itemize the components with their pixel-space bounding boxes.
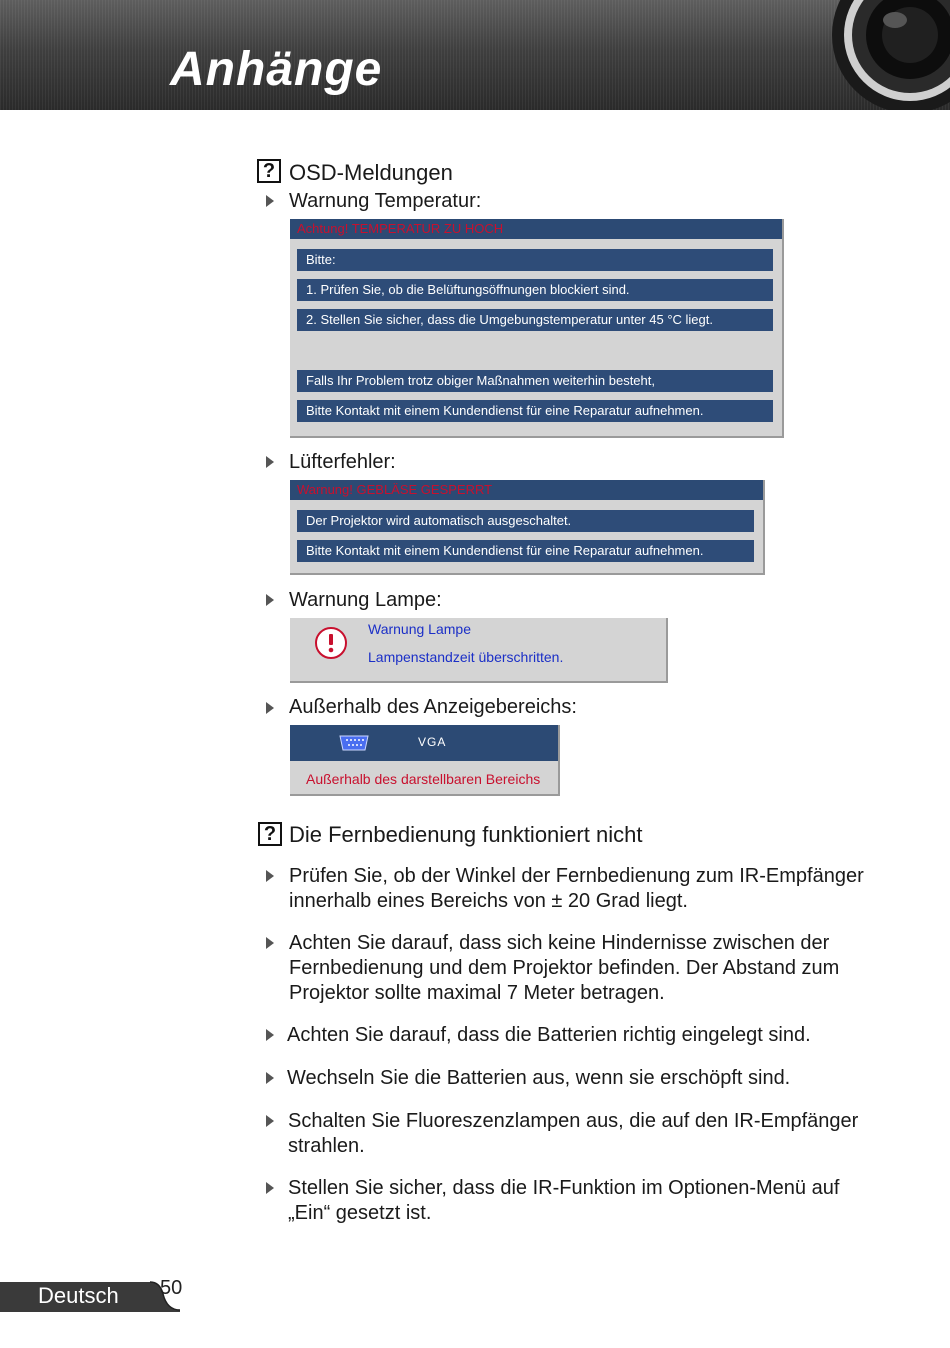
temperature-osd-title: Achtung! TEMPERATUR ZU HOCH [290,219,782,239]
fan-osd-row: Bitte Kontakt mit einem Kundendienst für eine Reparatur aufnehmen. [297,540,754,562]
question-mark-icon: ? [258,822,282,846]
temperature-osd-row: Bitte: [297,249,773,271]
bullet-arrow-icon [266,1072,274,1084]
remote-tip-item: Stellen Sie sicher, dass die IR-Funktion im Optionen-Menü auf „Ein“ gesetzt ist. [288,1177,840,1224]
vga-connector-icon [338,735,370,751]
footer-language: Deutsch [38,1283,119,1308]
fan-osd-row: Der Projektor wird automatisch ausgeschaltet. [297,510,754,532]
lamp-osd-message: Lampenstandzeit überschritten. [368,649,564,665]
lamp-osd-box [290,618,668,683]
bullet-arrow-icon [266,870,274,882]
remote-tip-item: Prüfen Sie, ob der Winkel der Fernbedienung zum IR-Empfänger innerhalb eines Bereichs von ± 20 Grad liegt. [289,865,864,912]
out-of-range-label: Außerhalb des Anzeigebereichs: [289,696,577,718]
bullet-arrow-icon [266,1115,274,1127]
bullet-arrow-icon [266,195,274,207]
source-bar [290,725,558,761]
remote-tip-item: Achten Sie darauf, dass die Batterien richtig eingelegt sind. [287,1024,811,1046]
camera-lens-icon [815,0,950,110]
bullet-arrow-icon [266,456,274,468]
bullet-arrow-icon [266,1029,274,1041]
remote-tip-item: Achten Sie darauf, dass sich keine Hindernisse zwischen der Fernbedienung und dem Projektor befinden. Der Abstand zum Projektor sollte maximal 7 Meter betragen. [289,932,840,1004]
page-title: Anhänge [170,43,383,96]
out-of-range-message: Außerhalb des darstellbaren Bereichs [306,771,541,787]
out-of-range-osd-box [290,725,560,796]
bullet-arrow-icon [266,594,274,606]
question-mark-icon: ? [257,159,281,183]
page-header [0,0,950,110]
lamp-warning-label: Warnung Lampe: [289,589,442,611]
source-name: VGA [418,735,447,749]
lamp-osd-title: Warnung Lampe [368,621,471,637]
fan-osd-title: Warnung! GEBLÄSE GESPERRT [290,480,763,500]
temperature-osd-row: Falls Ihr Problem trotz obiger Maßnahmen weiterhin besteht, [297,370,773,392]
fan-osd-box [290,480,765,575]
temperature-osd-row: 2. Stellen Sie sicher, dass die Umgebungstemperatur unter 45 °C liegt. [297,309,773,331]
temperature-osd-row: Bitte Kontakt mit einem Kundendienst für eine Reparatur aufnehmen. [297,400,773,422]
fan-error-label: Lüfterfehler: [289,451,396,473]
section-heading-osd: OSD-Meldungen [289,160,453,185]
bullet-arrow-icon [266,702,274,714]
temperature-osd-row: 1. Prüfen Sie, ob die Belüftungsöffnungen blockiert sind. [297,279,773,301]
remote-tip-item: Wechseln Sie die Batterien aus, wenn sie erschöpft sind. [287,1067,791,1089]
page-number: 50 [160,1277,183,1299]
bullet-arrow-icon [266,1182,274,1194]
temperature-osd-box [290,219,784,438]
bullet-arrow-icon [266,937,274,949]
warning-exclamation-icon [312,626,350,660]
remote-tip-item: Schalten Sie Fluoreszenzlampen aus, die auf den IR-Empfänger strahlen. [288,1110,859,1157]
section-heading-remote: Die Fernbedienung funktioniert nicht [289,822,643,847]
temperature-warning-label: Warnung Temperatur: [289,190,482,212]
